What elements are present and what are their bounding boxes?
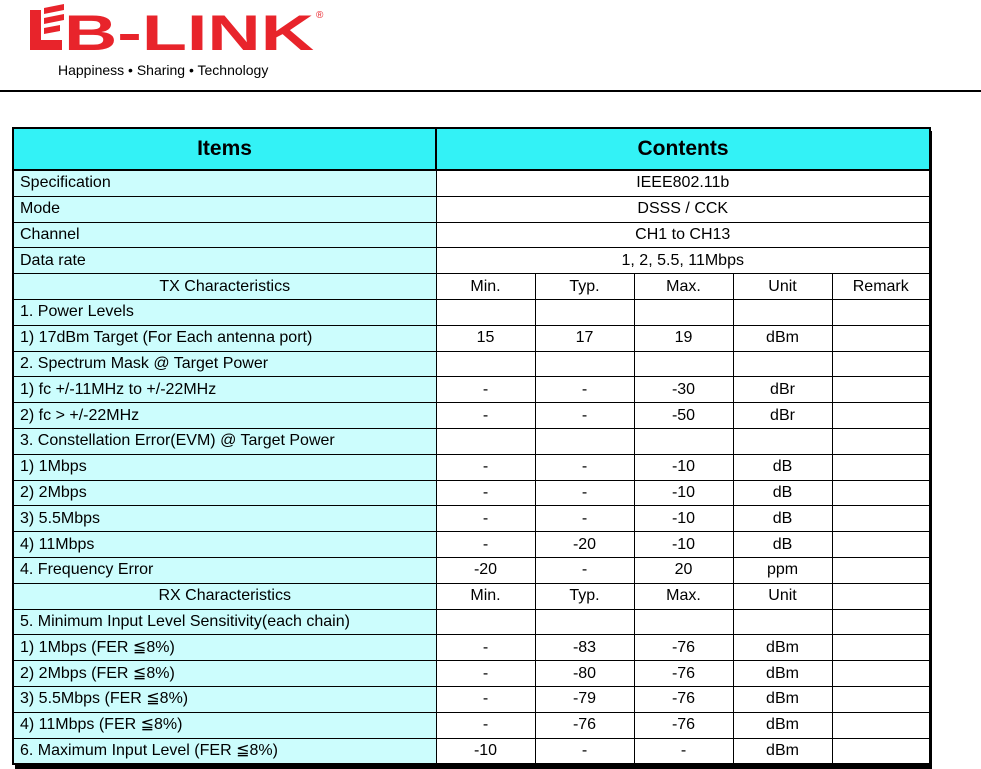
row-cell (535, 299, 634, 325)
row-cell (733, 299, 832, 325)
row-cell: - (436, 403, 535, 429)
row-cell: -76 (634, 635, 733, 661)
table-header-row (13, 128, 930, 170)
table-row (13, 609, 930, 635)
row-cell: dBr (733, 403, 832, 429)
row-cell: dBm (733, 686, 832, 712)
row-label: 3) 5.5Mbps (13, 506, 436, 532)
tx-header-row-col: Max. (634, 274, 733, 300)
row-cell (832, 532, 930, 558)
header-contents: Contents (436, 128, 930, 170)
row-cell: -20 (535, 532, 634, 558)
row-label: 3) 5.5Mbps (FER ≦8%) (13, 686, 436, 712)
row-cell: - (436, 377, 535, 403)
table-row (13, 506, 930, 532)
row-cell: -83 (535, 635, 634, 661)
table-row (13, 686, 930, 712)
spec-row (13, 222, 930, 248)
spec-row (13, 170, 930, 196)
row-cell (832, 609, 930, 635)
rx-header-row (13, 583, 930, 609)
rx-header-row-col: Max. (634, 583, 733, 609)
row-cell (436, 609, 535, 635)
row-label: 1) 1Mbps (13, 454, 436, 480)
tagline: Happiness • Sharing • Technology (58, 62, 269, 78)
spec-label: Specification (13, 170, 436, 196)
spec-label: Data rate (13, 248, 436, 274)
row-cell: - (436, 532, 535, 558)
table-row (13, 712, 930, 738)
row-label: 2) 2Mbps (13, 480, 436, 506)
row-cell: - (436, 661, 535, 687)
row-cell: - (535, 454, 634, 480)
rx-header-row-col (832, 583, 930, 609)
row-cell: -79 (535, 686, 634, 712)
row-cell (436, 299, 535, 325)
spec-value: CH1 to CH13 (436, 222, 930, 248)
row-cell (832, 454, 930, 480)
row-cell: - (535, 738, 634, 764)
row-cell: dBm (733, 738, 832, 764)
row-label: 4) 11Mbps (FER ≦8%) (13, 712, 436, 738)
row-cell: dBm (733, 661, 832, 687)
rx-header-row-col: Unit (733, 583, 832, 609)
row-cell: - (436, 480, 535, 506)
row-cell: 17 (535, 325, 634, 351)
tx-header-row-col: Typ. (535, 274, 634, 300)
row-cell: - (535, 557, 634, 583)
row-cell: - (436, 506, 535, 532)
logo-wordmark: B-LINK (64, 5, 314, 61)
row-cell: dB (733, 480, 832, 506)
tx-header-row-col: Min. (436, 274, 535, 300)
row-label: 1) 1Mbps (FER ≦8%) (13, 635, 436, 661)
row-cell (436, 351, 535, 377)
row-cell: -10 (436, 738, 535, 764)
row-cell (634, 299, 733, 325)
row-cell: 20 (634, 557, 733, 583)
row-cell: dBr (733, 377, 832, 403)
header-items: Items (13, 128, 436, 170)
tx-header-row (13, 274, 930, 300)
row-cell: -10 (634, 532, 733, 558)
row-cell (733, 428, 832, 454)
row-cell: - (535, 403, 634, 429)
row-cell: -76 (634, 712, 733, 738)
row-cell: -80 (535, 661, 634, 687)
spec-value: DSSS / CCK (436, 196, 930, 222)
row-cell: - (436, 686, 535, 712)
table-row (13, 325, 930, 351)
table-row (13, 635, 930, 661)
row-label: 1) fc +/-11MHz to +/-22MHz (13, 377, 436, 403)
row-cell: dBm (733, 325, 832, 351)
row-cell: -10 (634, 454, 733, 480)
row-label: 2) 2Mbps (FER ≦8%) (13, 661, 436, 687)
rx-header-row-col: Min. (436, 583, 535, 609)
row-cell: - (436, 635, 535, 661)
row-cell (832, 557, 930, 583)
table-row (13, 557, 930, 583)
row-label: 4) 11Mbps (13, 532, 436, 558)
row-cell (436, 428, 535, 454)
table-row (13, 403, 930, 429)
table-row (13, 532, 930, 558)
tx-header-row-label: TX Characteristics (13, 274, 436, 300)
row-cell: -50 (634, 403, 733, 429)
row-cell (832, 325, 930, 351)
row-cell (832, 351, 930, 377)
row-cell (634, 351, 733, 377)
row-cell: dB (733, 454, 832, 480)
row-cell (535, 428, 634, 454)
row-label: 2. Spectrum Mask @ Target Power (13, 351, 436, 377)
row-cell (535, 351, 634, 377)
spec-value: IEEE802.11b (436, 170, 930, 196)
row-cell (535, 609, 634, 635)
table-row (13, 377, 930, 403)
spec-row (13, 196, 930, 222)
row-label: 4. Frequency Error (13, 557, 436, 583)
row-cell: dB (733, 506, 832, 532)
row-cell: 15 (436, 325, 535, 351)
row-cell (832, 686, 930, 712)
row-cell (733, 351, 832, 377)
spec-table-container (12, 127, 929, 765)
row-cell: - (436, 454, 535, 480)
row-cell: - (535, 506, 634, 532)
row-cell (634, 609, 733, 635)
row-cell (733, 609, 832, 635)
row-cell: - (535, 377, 634, 403)
rx-header-row-label: RX Characteristics (13, 583, 436, 609)
table-row (13, 299, 930, 325)
header-divider (0, 90, 981, 92)
row-cell: dB (733, 532, 832, 558)
table-row (13, 738, 930, 764)
row-cell (832, 403, 930, 429)
brand-logo (24, 4, 334, 82)
row-label: 2) fc > +/-22MHz (13, 403, 436, 429)
row-label: 3. Constellation Error(EVM) @ Target Power (13, 428, 436, 454)
spec-value: 1, 2, 5.5, 11Mbps (436, 248, 930, 274)
row-cell: -30 (634, 377, 733, 403)
row-cell (832, 299, 930, 325)
row-cell (832, 480, 930, 506)
row-cell (832, 377, 930, 403)
tx-header-row-col: Remark (832, 274, 930, 300)
row-cell: ppm (733, 557, 832, 583)
row-label: 5. Minimum Input Level Sensitivity(each chain) (13, 609, 436, 635)
row-cell (832, 661, 930, 687)
row-cell: - (535, 480, 634, 506)
spec-table (12, 127, 931, 765)
row-cell: -76 (634, 686, 733, 712)
row-cell (832, 712, 930, 738)
lb-link-logo-mark (24, 4, 334, 64)
row-cell: -76 (535, 712, 634, 738)
table-row (13, 480, 930, 506)
spec-row (13, 248, 930, 274)
row-cell: -10 (634, 506, 733, 532)
row-cell: 19 (634, 325, 733, 351)
row-cell: -76 (634, 661, 733, 687)
row-cell: dBm (733, 712, 832, 738)
spec-label: Channel (13, 222, 436, 248)
row-cell: - (634, 738, 733, 764)
table-row (13, 428, 930, 454)
row-cell: - (436, 712, 535, 738)
table-row (13, 454, 930, 480)
row-cell (832, 738, 930, 764)
row-cell: -10 (634, 480, 733, 506)
rx-header-row-col: Typ. (535, 583, 634, 609)
spec-label: Mode (13, 196, 436, 222)
row-cell: dBm (733, 635, 832, 661)
row-label: 1) 17dBm Target (For Each antenna port) (13, 325, 436, 351)
table-row (13, 351, 930, 377)
row-label: 1. Power Levels (13, 299, 436, 325)
row-cell (832, 428, 930, 454)
registered-mark: ® (316, 10, 324, 21)
row-cell (832, 635, 930, 661)
row-cell (634, 428, 733, 454)
row-label: 6. Maximum Input Level (FER ≦8%) (13, 738, 436, 764)
tx-header-row-col: Unit (733, 274, 832, 300)
row-cell: -20 (436, 557, 535, 583)
row-cell (832, 506, 930, 532)
table-row (13, 661, 930, 687)
